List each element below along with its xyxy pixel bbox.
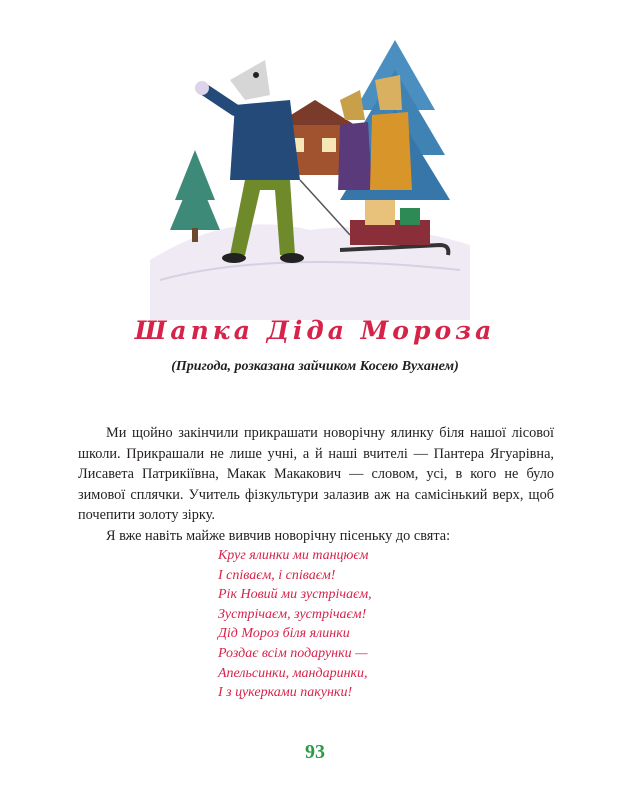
poem-line: Дід Мороз біля ялинки	[218, 626, 350, 642]
story-title: Шапка Діда Мороза	[134, 316, 496, 345]
poem-line: І співаєм, і співаєм!	[218, 567, 336, 583]
poem-line: Роздає всім подарунки —	[218, 645, 368, 661]
story-subtitle: (Пригода, розказана зайчиком Косею Вуханем)	[171, 359, 459, 374]
song-poem	[218, 546, 372, 703]
poem-line: Рік Новий ми зустрічаєм,	[218, 587, 372, 603]
poem-line: Апельсинки, мандаринки,	[218, 665, 368, 681]
page-number: 93	[305, 741, 325, 763]
small-fir-tree	[170, 150, 220, 242]
winter-illustration	[150, 40, 470, 320]
story-body	[78, 423, 554, 546]
paragraph: Я вже навіть майже вивчив новорічну пісеньку до свята:	[106, 527, 451, 544]
poem-line: І з цукерками пакунки!	[218, 685, 353, 701]
paragraph: Ми щойно закінчили прикрашати новорічну ялинку біля нашої лісової школи. Прикрашали не лише учні, а й наші вчителі — Пантера Ягуарівна, Лисавета Патрикіївна, Макак Макакович — словом, усі, в кого не було зимової сплячки. Учитель фізкультури залазив аж на самісінький верх, щоб почепити золоту зірку.	[78, 425, 554, 523]
poem-line: Круг ялинки ми танцюєм	[218, 548, 369, 563]
poem-line: Зустрічаєм, зустрічаєм!	[218, 606, 367, 622]
